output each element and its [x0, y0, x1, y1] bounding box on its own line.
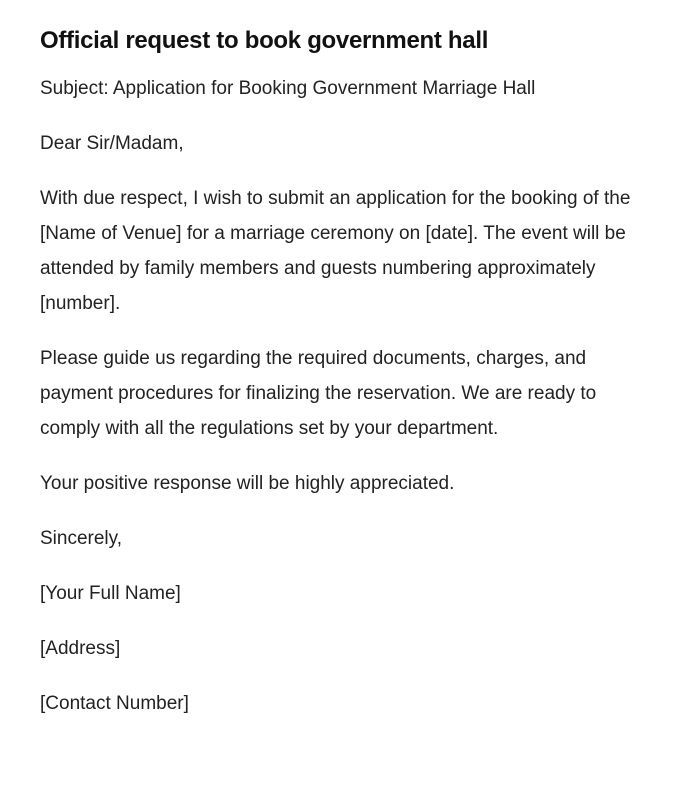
signature-name: [Your Full Name]: [40, 583, 181, 604]
document-title: Official request to book government hall: [40, 27, 489, 54]
salutation: Dear Sir/Madam,: [40, 133, 184, 154]
body-paragraph-request: Please guide us regarding the required documents, charges, and payment procedures for finalizing the reservation. We are ready to comply with all the regulations set by your department.: [40, 348, 597, 439]
body-paragraph-intro: With due respect, I wish to submit an application for the booking of the [Name of Venue] for a marriage ceremony on [date]. The event will be attended by family members and guests numbering approximately [number].: [40, 188, 631, 314]
closing-line: Sincerely,: [40, 528, 123, 549]
subject-line: Subject: Application for Booking Government Marriage Hall: [40, 78, 536, 99]
signature-contact: [Contact Number]: [40, 693, 189, 714]
body-paragraph-closing-remark: Your positive response will be highly appreciated.: [40, 473, 455, 494]
signature-address: [Address]: [40, 638, 121, 659]
